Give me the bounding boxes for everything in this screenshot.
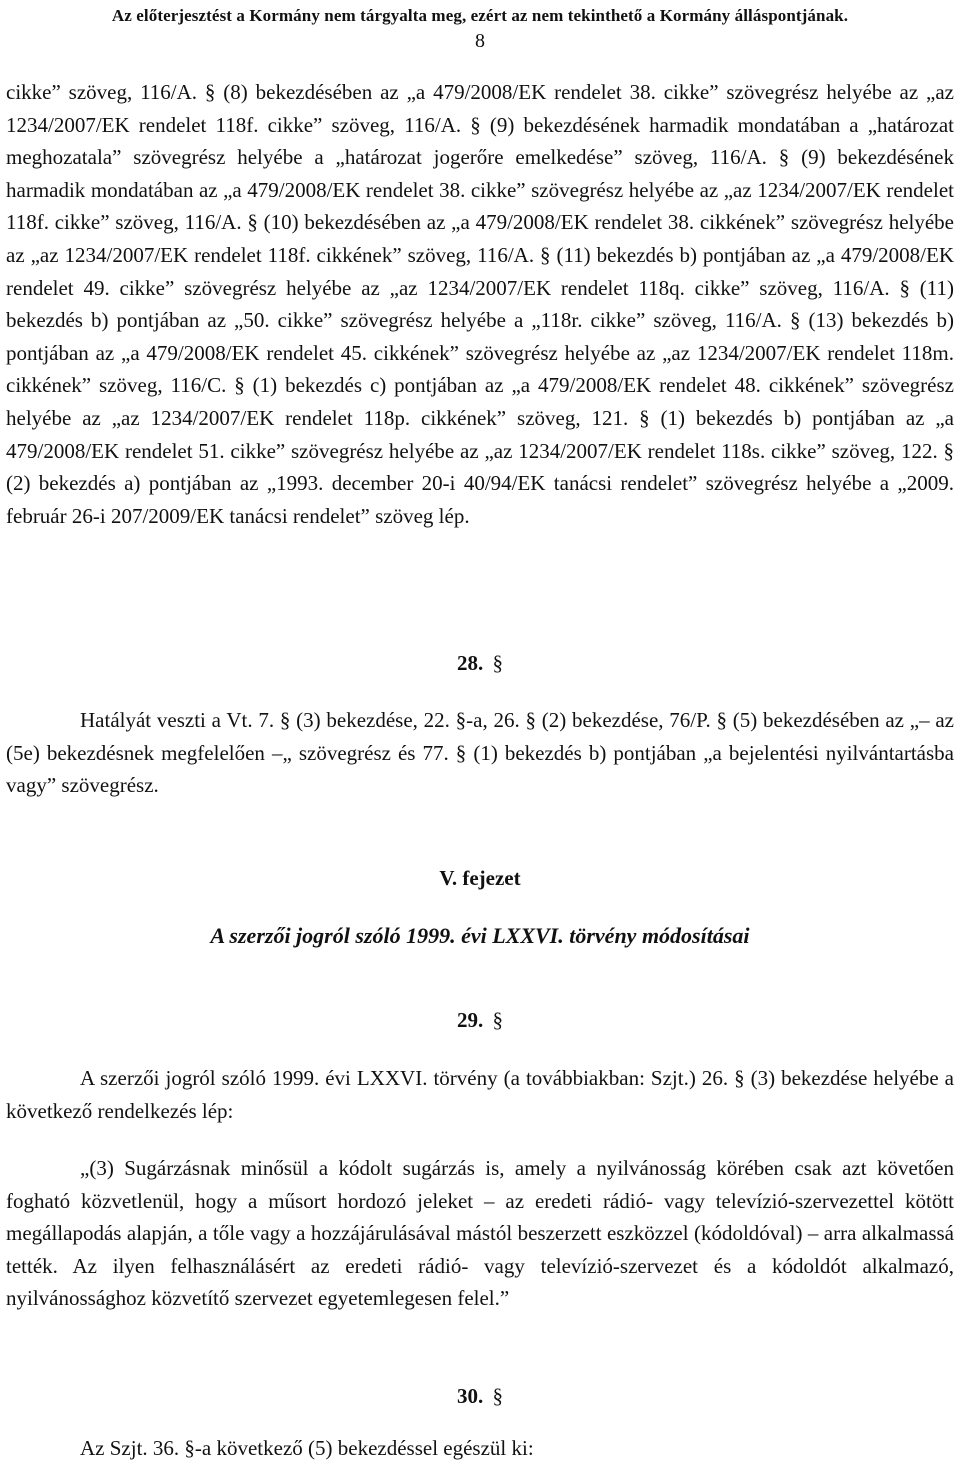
- continued-paragraph: cikke” szöveg, 116/A. § (8) bekezdésében az „a 479/2008/EK rendelet 38. cikke” szövegrész helyébe az „az 1234/2007/EK rendelet 118f. cikke” szöveg, 116/A. § (9) bekezdésének harmadik mondatában a „határozat meghozatala” szövegrész helyébe a „határozat jogerőre emelkedése” szöveg, 116/A. § (9) bekezdésének harmadik mondatában az „a 479/2008/EK rendelet 38. cikke” szövegrész helyébe az „az 1234/2007/EK rendelet 118f. cikke” szöveg, 116/A. § (10) bekezdésében az „a 479/2008/EK rendelet 38. cikkének” szövegrész helyébe az „az 1234/2007/EK rendelet 118f. cikkének” szöveg, 116/A. § (11) bekezdés b) pontjában az „a 479/2008/EK rendelet 49. cikke” szövegrész helyébe az „az 1234/2007/EK rendelet 118q. cikke” szöveg, 116/A. § (11) bekezdés b) pontjában az „50. cikke” szövegrész helyébe a „118r. cikke” szöveg, 116/A. § (13) bekezdés b) pontjában az „a 479/2008/EK rendelet 45. cikkének” szövegrész helyébe az „az 1234/2007/EK rendelet 118m. cikkének” szöveg, 116/C. § (1) bekezdés c) pontjában az „a 479/2008/EK rendelet 48. cikkének” szövegrész helyébe az „az 1234/2007/EK rendelet 118p. cikkének” szöveg, 121. § (1) bekezdés b) pontjában az „a 479/2008/EK rendelet 51. cikke” szövegrész helyébe az „az 1234/2007/EK rendelet 118s. cikke” szöveg, 122. § (2) bekezdés a) pontjában az „1993. december 20-i 40/94/EK tanácsi rendelet” szövegrész helyébe a „2009. február 26-i 207/2009/EK tanácsi rendelet” szöveg lép.: [6, 80, 954, 528]
- page-number: 8: [475, 30, 485, 52]
- section-29-quote: „(3) Sugárzásnak minősül a kódolt sugárzás is, amely a nyilvánosság körében csak azt követően fogható közvetlenül, hogy a műsort hordozó jeleket – az eredeti rádió- vagy televízió-szervezettel kötött megállapodás alapján, a tőle vagy a hozzájárulásával mástól beszerzett eszközzel (kódoldóval) – arra alkalmassá tették. Az ilyen felhasználásért az eredeti rádió- vagy televízió-szervezet és a kódoldót alkalmazó, nyilvánossághoz közvetítő szervezet egyetemlegesen felel.”: [6, 1156, 954, 1311]
- section-symbol: §: [492, 1008, 503, 1032]
- section-30-paragraph: Az Szjt. 36. §-a következő (5) bekezdéssel egészül ki:: [80, 1436, 534, 1460]
- section-28-paragraph: Hatályát veszti a Vt. 7. § (3) bekezdése, 22. §-a, 26. § (2) bekezdése, 76/P. § (5) bekezdésében az „– az (5e) bekezdésnek megfelelően –„ szövegrész és 77. § (1) bekezdés b) pontjában „a bejelentési nyilvántartásba vagy” szövegrész.: [6, 708, 954, 798]
- section-number: 29.: [457, 1008, 484, 1032]
- chapter-title: V. fejezet: [439, 866, 521, 890]
- section-heading-29: [6, 1004, 954, 1036]
- section-symbol: §: [492, 1384, 503, 1408]
- section-symbol: §: [492, 651, 503, 675]
- section-number: 28.: [457, 651, 484, 675]
- section-29-intro: A szerzői jogról szóló 1999. évi LXXVI. törvény (a továbbiakban: Szjt.) 26. § (3) bekezdése helyébe a következő rendelkezés lép:: [6, 1066, 954, 1123]
- header-disclaimer: Az előterjesztést a Kormány nem tárgyalta meg, ezért az nem tekinthető a Kormány álláspontjának.: [111, 6, 849, 25]
- section-number: 30.: [457, 1384, 484, 1408]
- section-heading-30: [6, 1380, 954, 1412]
- section-heading-28: [6, 647, 954, 679]
- chapter-subtitle: A szerzői jogról szóló 1999. évi LXXVI. törvény módosításai: [210, 923, 750, 948]
